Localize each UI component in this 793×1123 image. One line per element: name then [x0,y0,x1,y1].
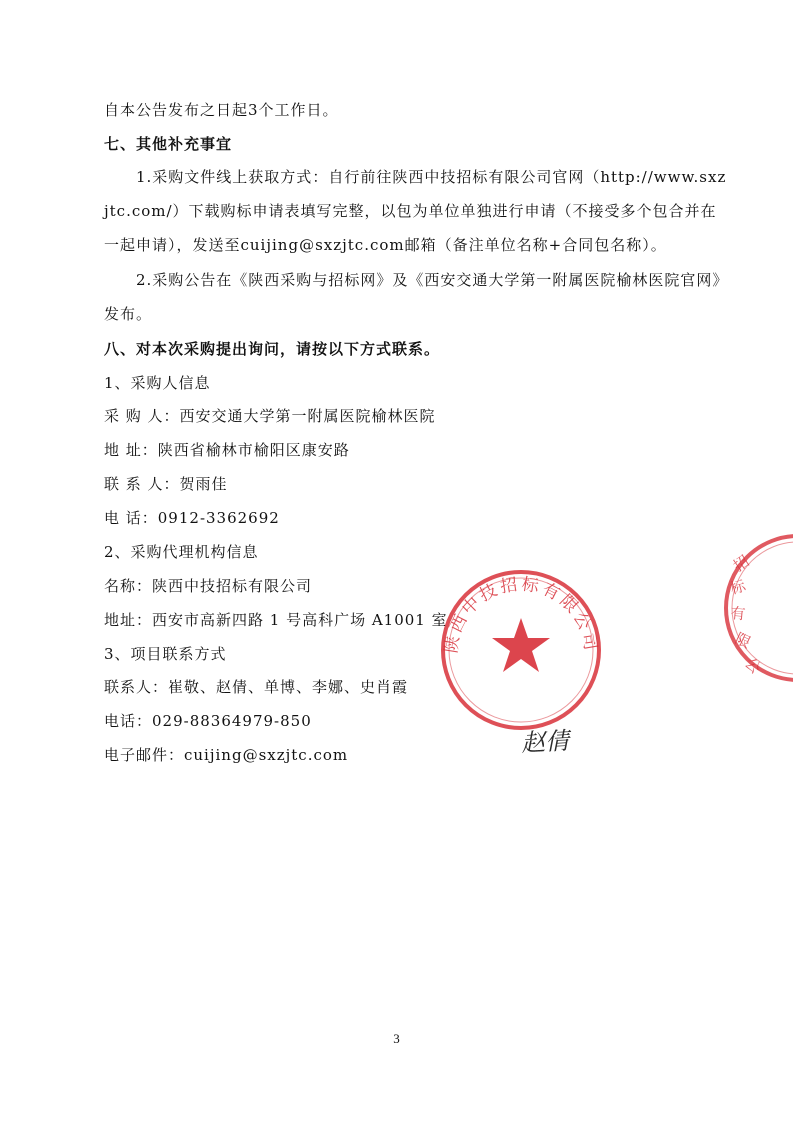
paragraph-item-1-line-1: 1.采购文件线上获取方式：自行前往陕西中技招标有限公司官网（http://www.sxz [136,168,727,186]
subheading-purchaser-info: 1、采购人信息 [104,374,211,392]
section-heading-8: 八、对本次采购提出询问，请按以下方式联系。 [104,340,441,358]
paragraph-deadline: 自本公告发布之日起3个工作日。 [104,101,339,119]
purchaser-name: 采 购 人：西安交通大学第一附属医院榆林医院 [104,407,436,425]
purchaser-contact: 联 系 人：贺雨佳 [104,475,228,493]
page-number: 3 [393,1031,400,1046]
paragraph-item-1-line-2: jtc.com/）下载购标申请表填写完整，以包为单位单独进行申请（不接受多个包合并在 [104,202,717,220]
official-seal-stamp [437,566,605,734]
cross-page-seal-fragment [716,532,793,684]
purchaser-phone: 电 话：0912-3362692 [104,509,280,527]
agency-address: 地址：西安市高新四路 1 号高科广场 A1001 室 [104,611,448,629]
paragraph-item-2-line-2: 发布。 [104,305,153,323]
subheading-project-contact: 3、项目联系方式 [104,645,227,663]
svg-text:招: 招 [729,551,753,576]
subheading-agency-info: 2、采购代理机构信息 [104,543,259,561]
section-heading-7: 七、其他补充事宜 [104,135,233,153]
paragraph-item-2-line-1: 2.采购公告在《陕西采购与招标网》及《西安交通大学第一附属医院榆林医院官网》 [136,271,729,289]
svg-text:限: 限 [732,629,754,652]
svg-text:有: 有 [729,604,747,624]
seal-text: 陕西中技招标有限公司 [441,574,601,655]
seal-star-icon [492,618,550,672]
purchaser-address: 地 址：陕西省榆林市榆阳区康安路 [104,441,350,459]
project-contact-persons: 联系人：崔敬、赵倩、单博、李娜、史肖霞 [104,678,409,696]
svg-text:公: 公 [741,654,765,678]
project-contact-email: 电子邮件：cuijing@sxzjtc.com [104,746,349,764]
project-contact-phone: 电话：029-88364979-850 [104,712,312,730]
handwritten-signature: 赵倩 [520,726,570,758]
agency-name: 名称：陕西中技招标有限公司 [104,577,313,595]
svg-text:标: 标 [728,576,748,598]
paragraph-item-1-line-3: 一起申请），发送至cuijing@sxzjtc.com邮箱（备注单位名称+合同包名称）。 [104,236,667,254]
